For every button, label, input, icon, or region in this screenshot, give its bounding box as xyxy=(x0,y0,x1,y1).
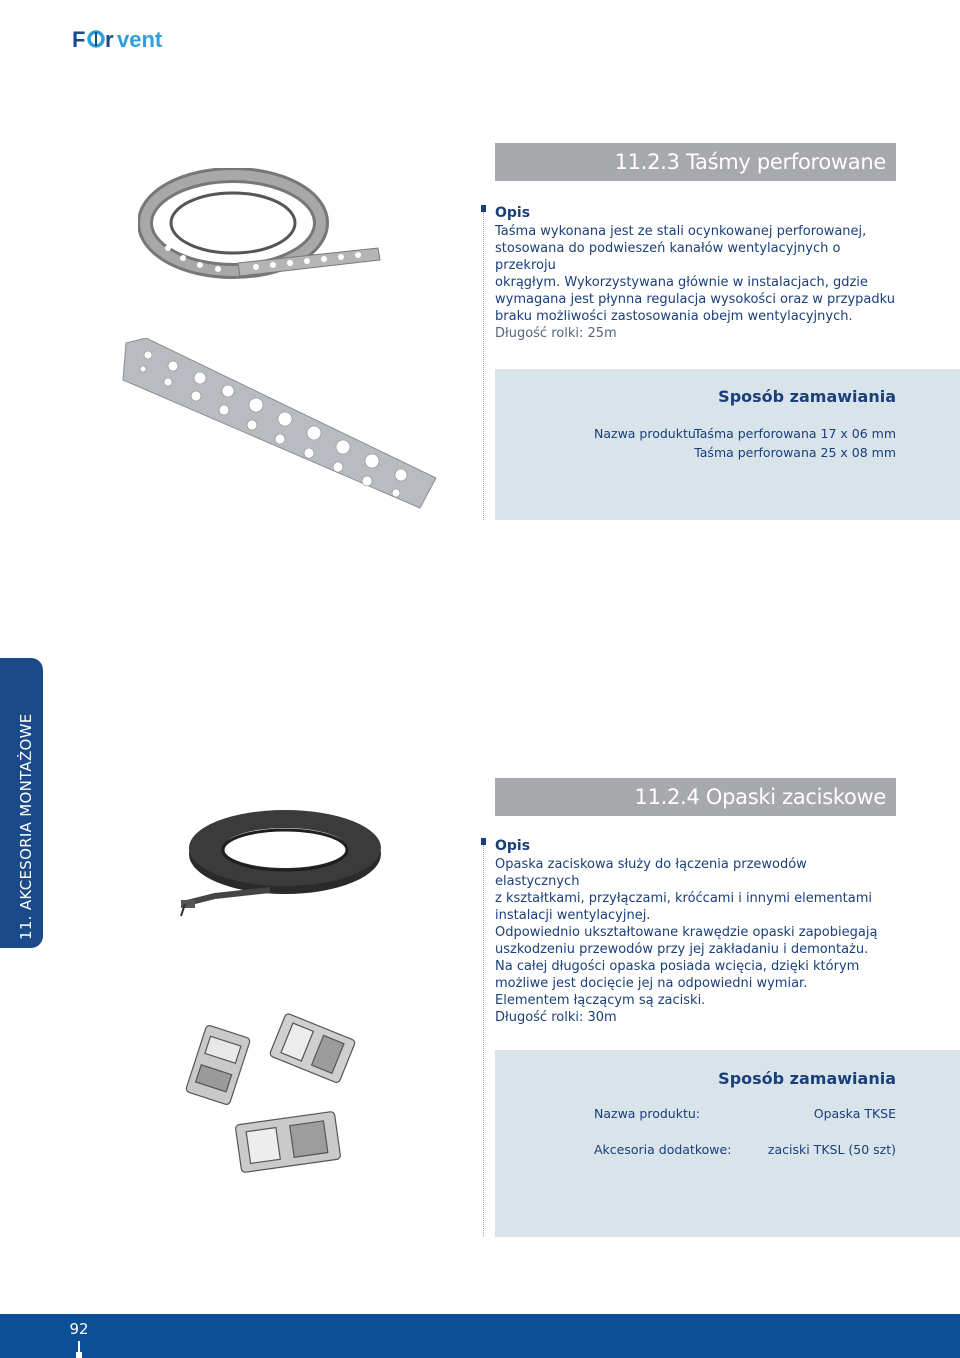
dotted-divider xyxy=(483,845,484,1237)
order-box-11-2-4 xyxy=(495,1050,960,1237)
description-heading: Opis xyxy=(495,838,531,854)
description-line: instalacji wentylacyjnej. xyxy=(495,908,651,923)
description-11-2-4 xyxy=(495,838,895,1026)
perforated-tape-roll-image xyxy=(138,168,388,298)
product-name-label: Nazwa produktu: xyxy=(594,426,701,441)
description-line: Długość rolki: 30m xyxy=(495,1010,617,1025)
page-marker xyxy=(76,1341,82,1358)
dotted-divider xyxy=(483,212,484,520)
order-title: Sposób zamawiania xyxy=(718,387,896,406)
accessories-value: zaciski TKSL (50 szt) xyxy=(767,1142,896,1157)
product-value: Opaska TKSE xyxy=(813,1106,896,1121)
section-title-11-2-3: 11.2.3 Taśmy perforowane xyxy=(495,143,896,181)
description-line: z kształtkami, przyłączami, króćcami i innymi elementami xyxy=(495,891,872,906)
description-line: braku możliwości zastosowania obejm wentylacyjnych. xyxy=(495,309,853,324)
perforated-strip-image xyxy=(118,338,448,513)
svg-text:F: F xyxy=(72,27,85,52)
description-line: Opaska zaciskowa służy do łączenia przewodów elastycznych xyxy=(495,857,807,889)
description-line: Elementem łączącym są zaciski. xyxy=(495,993,706,1008)
clamp-strap-roll-image xyxy=(175,808,390,920)
svg-text:r: r xyxy=(105,27,114,52)
description-line: wymagana jest płynna regulacja wysokości oraz w przypadku xyxy=(495,292,895,307)
clamps-image xyxy=(180,1010,365,1185)
description-11-2-3 xyxy=(495,205,895,342)
description-line: uszkodzeniu przewodów przy jej zakładaniu i demontażu. xyxy=(495,942,869,957)
forvent-logo xyxy=(72,26,184,52)
page-number: 92 xyxy=(69,1320,89,1338)
side-chapter-tab xyxy=(0,658,43,948)
description-heading: Opis xyxy=(495,205,531,221)
svg-text:vent: vent xyxy=(117,27,163,52)
order-title: Sposób zamawiania xyxy=(718,1069,896,1088)
side-chapter-label: 11. AKCESORIA MONTAŻOWE xyxy=(17,713,35,940)
description-line: stosowana do podwieszeń kanałów wentylacyjnych o przekroju xyxy=(495,241,841,273)
product-value: Taśma perforowana 25 x 08 mm xyxy=(694,445,896,460)
description-line: Taśma wykonana jest ze stali ocynkowanej perforowanej, xyxy=(495,224,867,239)
footer-bar xyxy=(0,1314,960,1358)
bullet-marker xyxy=(481,205,486,212)
description-line: Na całej długości opaska posiada wcięcia, dzięki którym xyxy=(495,959,860,974)
order-box-11-2-3 xyxy=(495,369,960,520)
accessories-label: Akcesoria dodatkowe: xyxy=(594,1142,732,1157)
product-value: Taśma perforowana 17 x 06 mm xyxy=(694,426,896,441)
section-title-11-2-4: 11.2.4 Opaski zaciskowe xyxy=(495,778,896,816)
description-line: okrągłym. Wykorzystywana głównie w instalacjach, gdzie xyxy=(495,275,868,290)
description-line: Odpowiednio ukształtowane krawędzie opaski zapobiegają xyxy=(495,925,878,940)
description-line: Długość rolki: 25m xyxy=(495,326,617,341)
bullet-marker xyxy=(481,838,486,845)
description-line: możliwe jest docięcie jej na odpowiedni wymiar. xyxy=(495,976,808,991)
product-name-label: Nazwa produktu: xyxy=(594,1106,701,1121)
